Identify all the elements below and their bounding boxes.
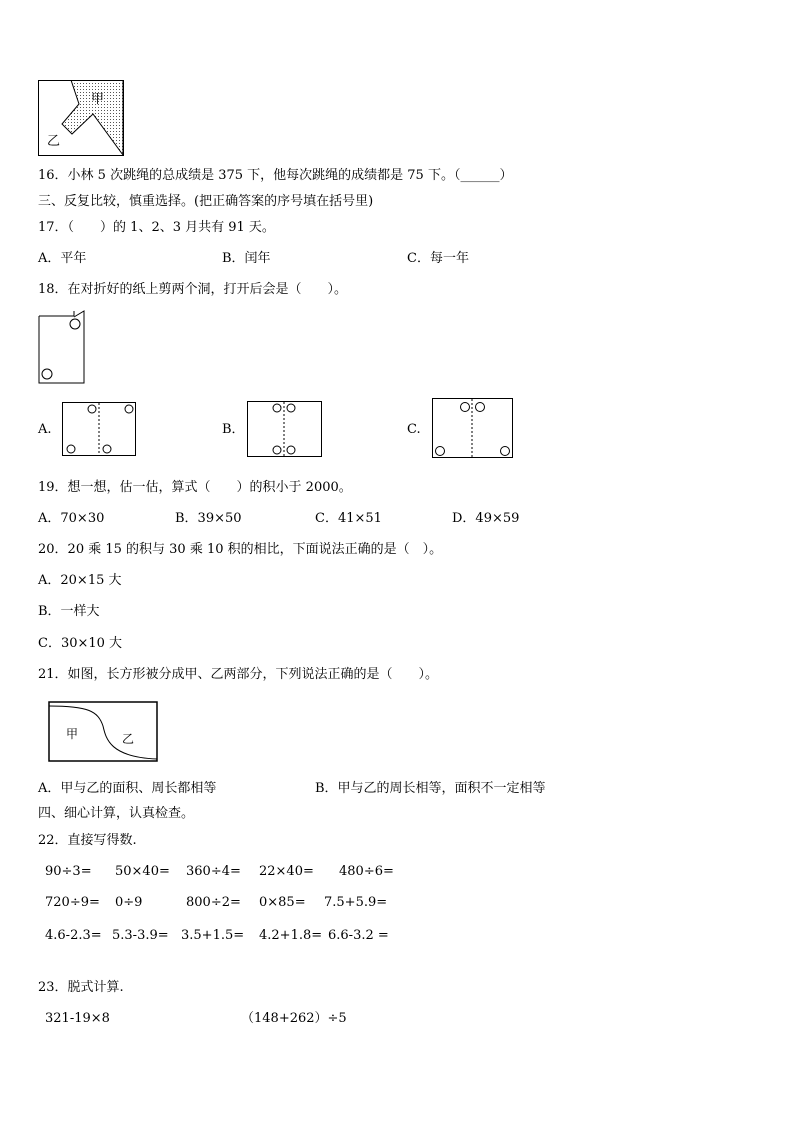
q20-option-a[interactable]: A．20×15 大 [38, 573, 122, 588]
q22-item: 720÷9= [45, 895, 100, 910]
q18-option-b-figure[interactable] [247, 401, 322, 461]
q23-item-2: （148+262）÷5 [241, 1011, 347, 1026]
q20-option-b[interactable]: B．一样大 [38, 604, 100, 619]
q17-option-c[interactable]: C．每一年 [407, 251, 469, 266]
q22-item: 4.6-2.3= [45, 928, 102, 943]
q21-stem: 21．如图，长方形被分成甲、乙两部分，下列说法正确的是（ ）。 [38, 667, 439, 682]
q22-item: 3.5+1.5= [181, 928, 245, 943]
q17-option-b[interactable]: B．闰年 [222, 251, 271, 266]
q23-stem: 23．脱式计算. [38, 980, 124, 995]
q20-option-c[interactable]: C．30×10 大 [38, 636, 123, 651]
q22-item: 4.2+1.8= [259, 928, 323, 943]
q17-stem: 17．（ ）的 1、2、3 月共有 91 天。 [38, 220, 275, 235]
q19-stem: 19．想一想，估一估，算式（ ）的积小于 2000。 [38, 480, 352, 495]
q22-item: 90÷3= [45, 864, 92, 879]
q16-text: 16．小林 5 次跳绳的总成绩是 375 下，他每次跳绳的成绩都是 75 下。（______） [38, 168, 513, 183]
q18-option-c-figure[interactable] [432, 398, 513, 462]
q20-stem: 20．20 乘 15 的积与 30 乘 10 积的相比，下面说法正确的是（ ）。 [38, 542, 443, 557]
q21-option-a[interactable]: A．甲与乙的面积、周长都相等 [38, 781, 217, 796]
q23-item-1: 321-19×8 [45, 1011, 110, 1026]
q15-figure [38, 80, 124, 160]
q18-stem: 18．在对折好的纸上剪两个洞，打开后会是（ ）。 [38, 282, 348, 297]
q22-item: 5.3-3.9= [112, 928, 169, 943]
q22-item: 50×40= [115, 864, 170, 879]
q21-label-yi: 乙 [122, 732, 135, 746]
q22-item: 6.6-3.2 = [328, 928, 389, 943]
q22-item: 22×40= [259, 864, 314, 879]
q19-option-d[interactable]: D．49×59 [452, 511, 520, 526]
q18-option-a-label[interactable]: A. [38, 422, 52, 437]
q22-item: 800÷2= [186, 895, 241, 910]
q18-option-c-label[interactable]: C. [407, 422, 421, 437]
q22-item: 0÷9 [115, 895, 143, 910]
q22-item: 0×85= [259, 895, 306, 910]
q15-label-yi: 乙 [47, 134, 61, 149]
q19-option-b[interactable]: B．39×50 [175, 511, 242, 526]
q22-stem: 22．直接写得数. [38, 833, 137, 848]
q19-option-a[interactable]: A．70×30 [38, 511, 105, 526]
q18-option-a-figure[interactable] [62, 402, 136, 460]
q22-item: 480÷6= [339, 864, 394, 879]
q18-folded-paper [38, 310, 86, 388]
q18-option-b-label[interactable]: B． [222, 422, 245, 437]
q22-item: 360÷4= [186, 864, 241, 879]
section3-title: 三、反复比较，慎重选择。(把正确答案的序号填在括号里) [38, 194, 374, 209]
q21-label-jia: 甲 [66, 727, 79, 741]
q21-option-b[interactable]: B．甲与乙的周长相等，面积不一定相等 [315, 781, 546, 796]
q21-rectangle-figure [48, 701, 158, 767]
q15-label-jia: 甲 [91, 92, 105, 107]
q22-item: 7.5+5.9= [324, 895, 388, 910]
q17-option-a[interactable]: A．平年 [38, 251, 87, 266]
section4-title: 四、细心计算，认真检查。 [38, 806, 195, 821]
q19-option-c[interactable]: C．41×51 [315, 511, 382, 526]
